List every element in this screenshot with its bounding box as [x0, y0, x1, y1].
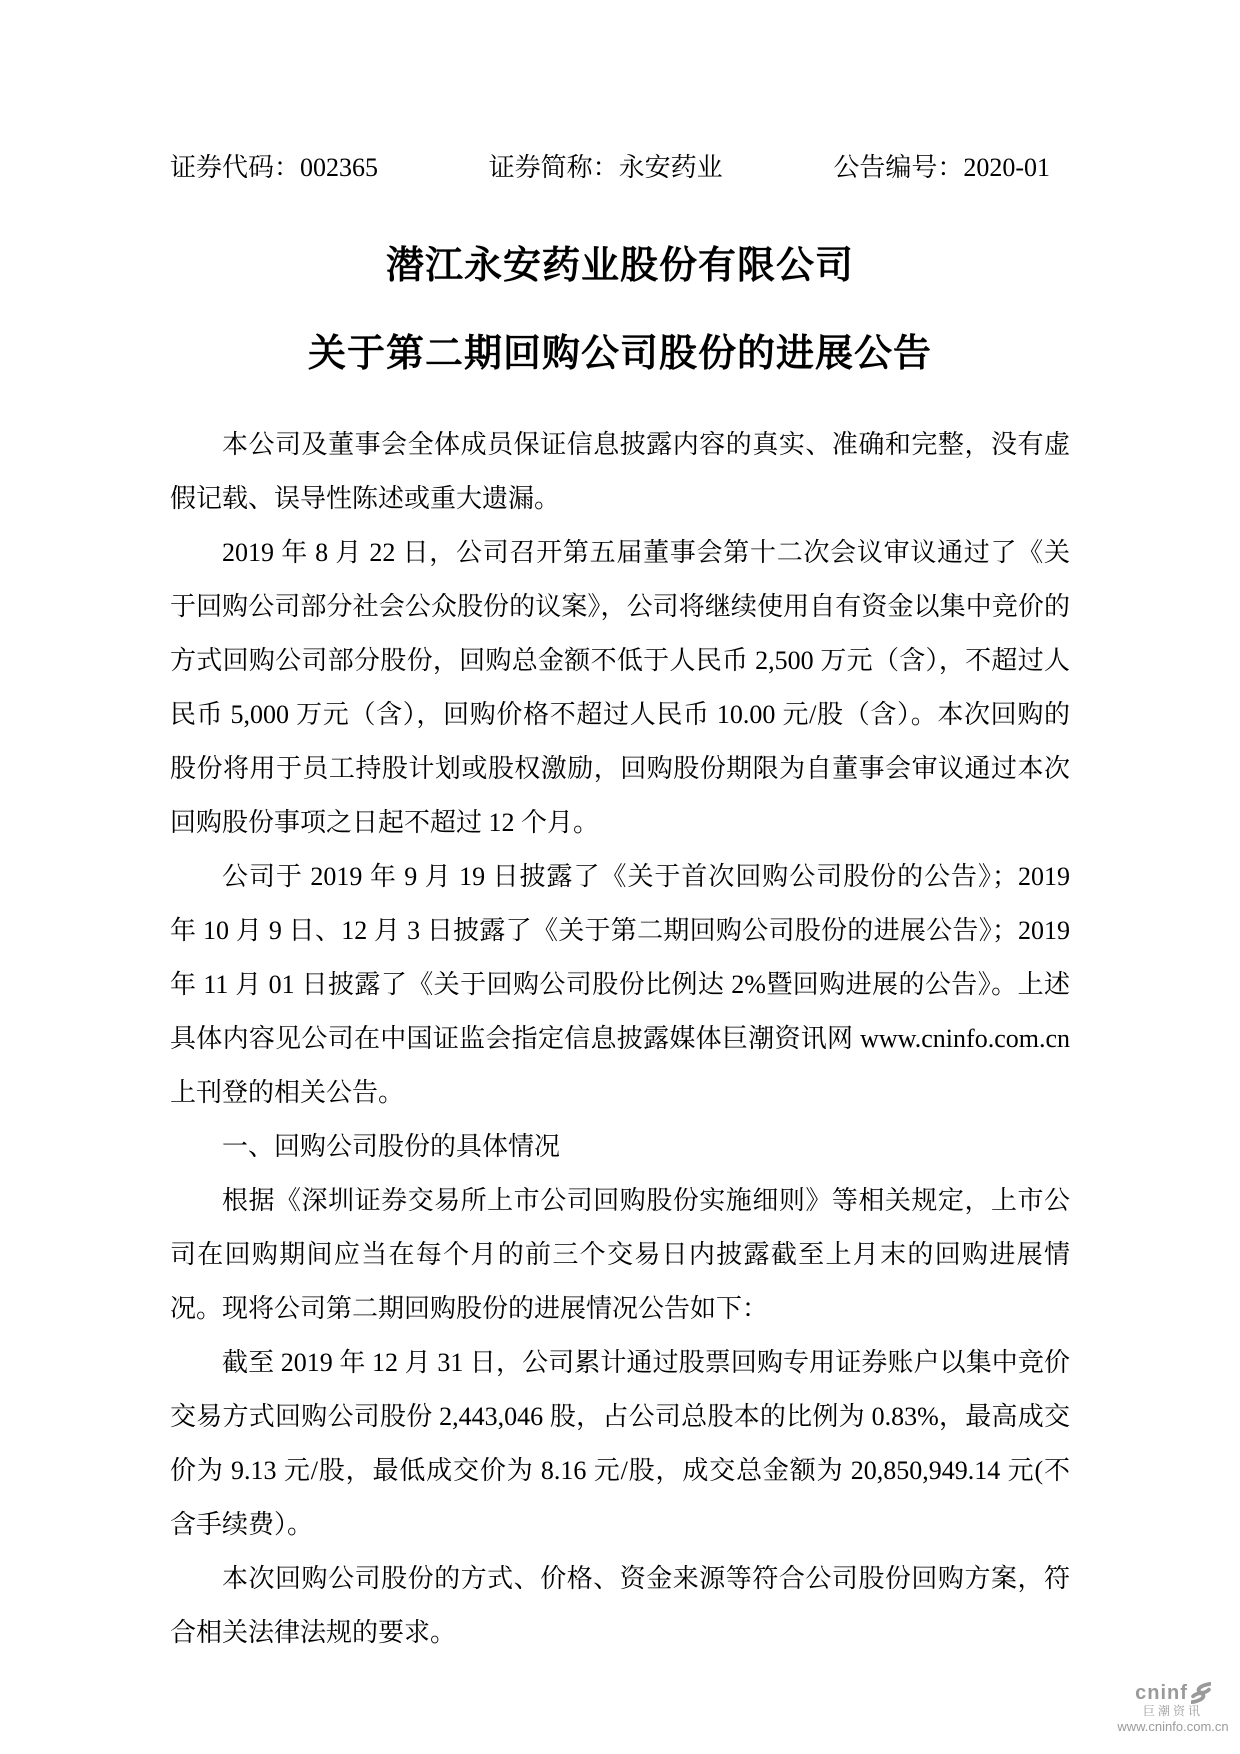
cninfo-url-text: www.cninfo.com.cn [1117, 1719, 1229, 1735]
document-body [170, 418, 1070, 1660]
document-header-row [170, 148, 1070, 188]
cninfo-logo [1111, 1682, 1235, 1734]
document-title-line2: 关于第二期回购公司股份的进展公告 [307, 333, 932, 375]
document-title-line1: 潜江永安药业股份有限公司 [385, 245, 854, 287]
announcement-number-label: 公告编号：2020-01 [833, 153, 1050, 182]
cninfo-brand-text: cninf [1135, 1682, 1188, 1704]
section-one-heading: 一、回购公司股份的具体情况 [222, 1132, 561, 1161]
document-title [170, 222, 1070, 398]
cninfo-brand-chinese: 巨潮资讯 [1142, 1704, 1203, 1718]
progress-detail-paragraph: 截至 2019 年 12 月 31 日，公司累计通过股票回购专用证券账户以集中竞价交易方式回购公司股份 2,443,046 股，占公司总股本的比例为 0.83%，最高成交价为 9.13 元/股，最低成交价为 8.16 元/股，成交总金额为 20,850,949.14 元(不含手续费）。 [170, 1348, 1070, 1539]
stock-short-name-label: 证券简称：永安药业 [488, 153, 723, 182]
cninfo-swoosh-icon [1191, 1682, 1211, 1704]
board-resolution-paragraph: 2019 年 8 月 22 日，公司召开第五届董事会第十二次会议审议通过了《关于回购公司部分社会公众股份的议案》，公司将继续使用自有资金以集中竞价的方式回购公司部分股份，回购总金额不低于人民币 2,500 万元（含），不超过人民币 5,000 万元（含），回购价格不超过人民币 10.00 元/股（含）。本次回购的股份将用于员工持股计划或股权激励，回购股份期限为自董事会审议通过本次回购股份事项之日起不超过 12 个月。 [170, 538, 1070, 837]
rules-paragraph: 根据《深圳证券交易所上市公司回购股份实施细则》等相关规定，上市公司在回购期间应当在每个月的前三个交易日内披露截至上月末的回购进展情况。现将公司第二期回购股份的进展情况公告如下： [170, 1186, 1070, 1323]
cninfo-logo-row [1135, 1682, 1211, 1704]
stock-code-label: 证券代码：002365 [170, 153, 379, 182]
page-content [170, 0, 1070, 1660]
disclaimer-paragraph: 本公司及董事会全体成员保证信息披露内容的真实、准确和完整，没有虚假记载、误导性陈述或重大遗漏。 [170, 430, 1070, 513]
disclosure-history-paragraph: 公司于 2019 年 9 月 19 日披露了《关于首次回购公司股份的公告》；2019 年 10 月 9 日、12 月 3 日披露了《关于第二期回购公司股份的进展公告》；2019 年 11 月 01 日披露了《关于回购公司股份比例达 2%暨回购进展的公告》。上述具体内容见公司在中国证监会指定信息披露媒体巨潮资讯网 www.cninfo.com.cn 上刊登的相关公告。 [170, 862, 1070, 1107]
compliance-paragraph: 本次回购公司股份的方式、价格、资金来源等符合公司股份回购方案，符合相关法律法规的要求。 [170, 1564, 1070, 1647]
